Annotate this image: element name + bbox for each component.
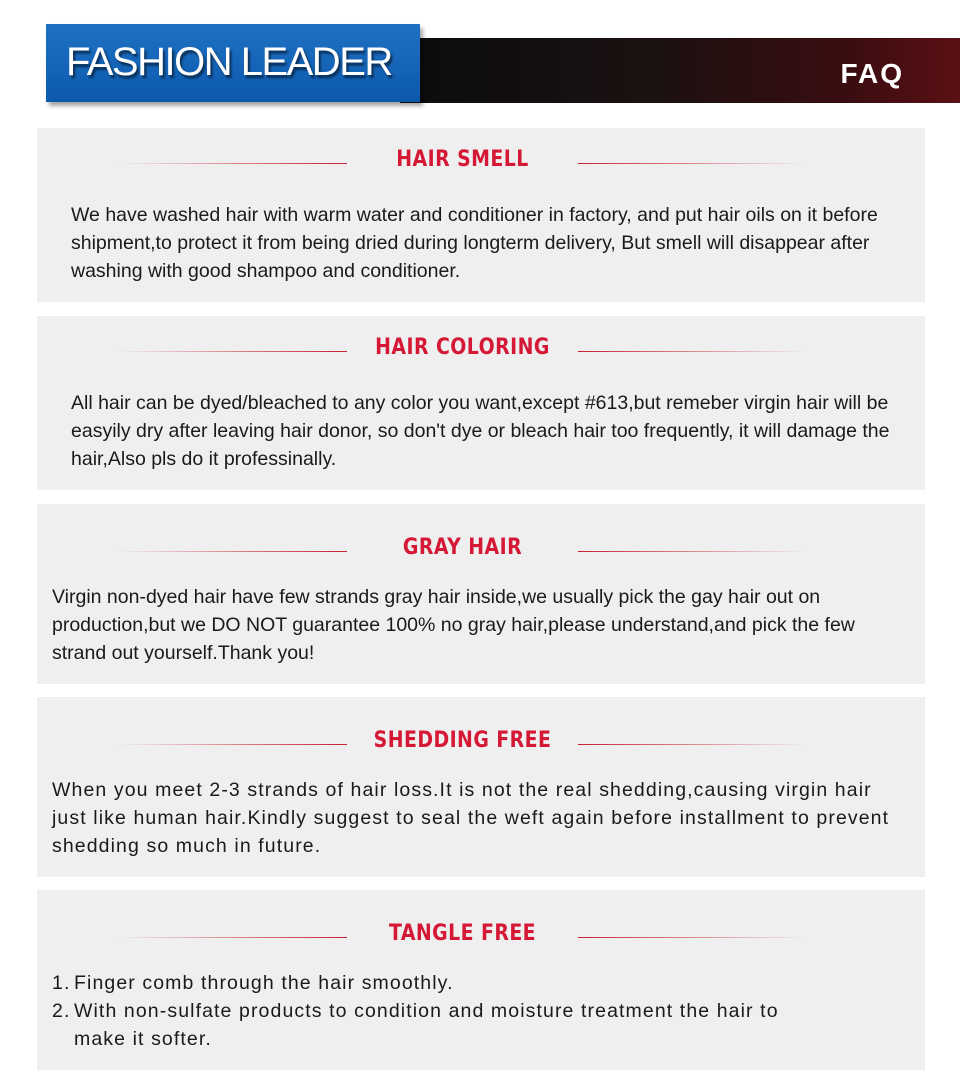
title-divider-right — [578, 351, 808, 352]
list-item-text: With non-sulfate products to condition and moisture treatment the hair to — [74, 1000, 779, 1022]
list-item-number: 1. — [52, 972, 71, 994]
tangle-free-list — [52, 969, 912, 1053]
title-divider-left — [117, 551, 347, 552]
title-divider-left — [117, 937, 347, 938]
title-divider-right — [578, 163, 808, 164]
title-divider-left — [117, 744, 347, 745]
section-title: SHEDDING FREE — [373, 728, 552, 753]
faq-label: FAQ — [840, 58, 904, 89]
faq-section-shedding-free — [37, 697, 925, 877]
section-title: TANGLE FREE — [388, 921, 537, 946]
section-body: We have washed hair with warm water and conditioner in factory, and put hair oils on it before shipment,to protect it from being dried during longterm delivery, But smell will disappear after washing with good shampoo and conditioner. — [71, 204, 878, 282]
section-title-row — [37, 728, 925, 758]
faq-section-tangle-free — [37, 890, 925, 1070]
list-item-number: 2. — [52, 1000, 71, 1022]
title-divider-right — [578, 937, 808, 938]
list-item — [52, 997, 912, 1053]
title-divider-left — [117, 163, 347, 164]
faq-section-hair-smell — [37, 128, 925, 302]
title-divider-left — [117, 351, 347, 352]
section-title-row — [37, 921, 925, 951]
title-divider-right — [578, 744, 808, 745]
list-item-text-continued: make it softer. — [74, 1028, 212, 1050]
section-title: HAIR SMELL — [396, 147, 529, 172]
section-title-row — [37, 147, 925, 177]
section-title-row — [37, 535, 925, 565]
section-title: HAIR COLORING — [375, 335, 550, 360]
section-body: Virgin non-dyed hair have few strands gray hair inside,we usually pick the gay hair out on production,but we DO NOT guarantee 100% no gray hair,please understand,and pick the few strand out yourself.Thank you! — [52, 586, 855, 664]
list-item — [52, 969, 912, 997]
faq-section-gray-hair — [37, 504, 925, 684]
title-divider-right — [578, 551, 808, 552]
section-title: GRAY HAIR — [402, 535, 523, 560]
section-body: All hair can be dyed/bleached to any color you want,except #613,but remeber virgin hair will be easyily dry after leaving hair donor, so don't dye or bleach hair too frequently, it will damage the hair,Also pls do it professinally. — [71, 392, 890, 470]
brand-logo: FASHION LEADER — [66, 40, 392, 84]
section-body: When you meet 2-3 strands of hair loss.It is not the real shedding,causing virgin hair just like human hair.Kindly suggest to seal the weft again before installment to prevent shedding so much in future. — [52, 779, 890, 857]
faq-section-hair-coloring — [37, 316, 925, 490]
list-item-text: Finger comb through the hair smoothly. — [74, 972, 454, 994]
section-title-row — [37, 335, 925, 365]
